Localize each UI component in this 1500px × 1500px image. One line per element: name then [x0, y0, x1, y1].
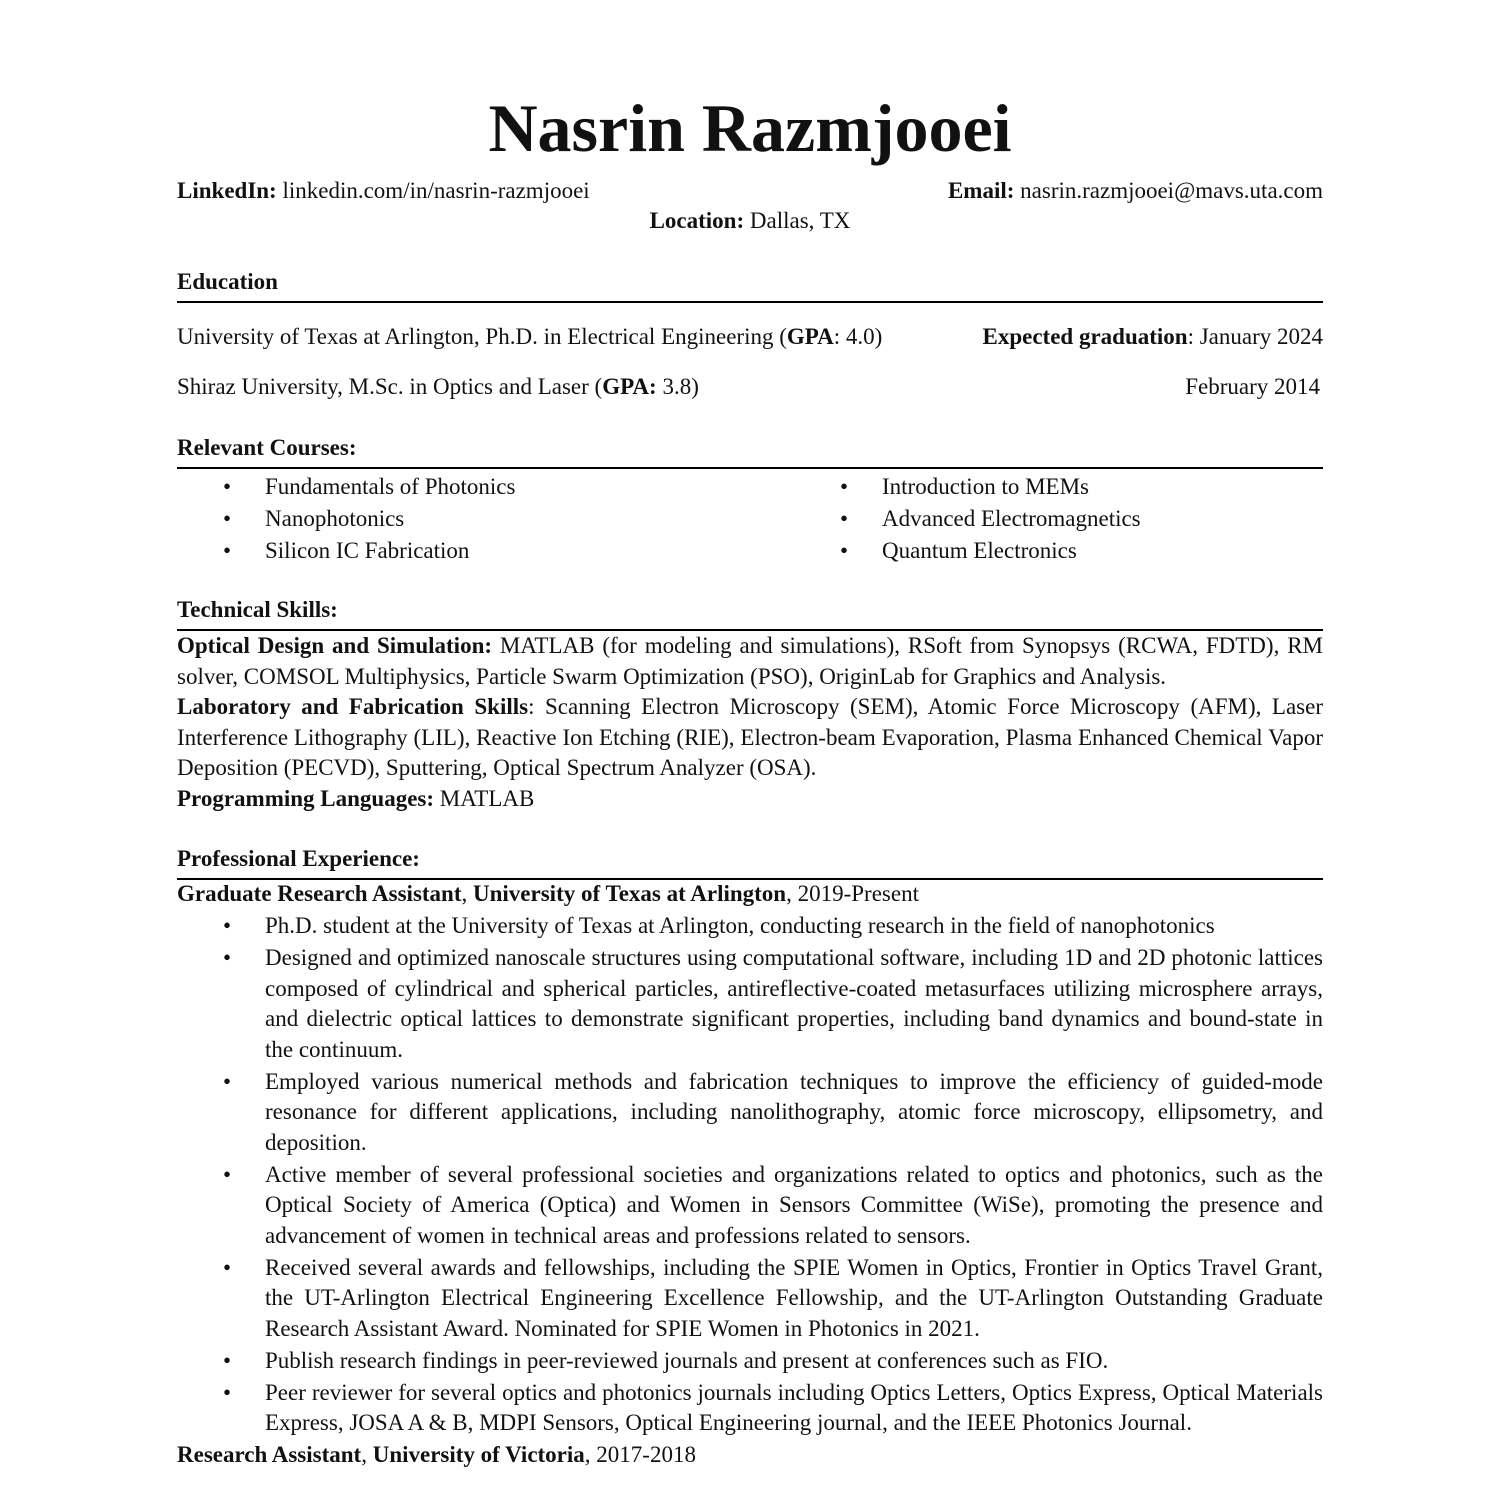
- education-item: [177, 322, 1323, 352]
- education-degree: University of Texas at Arlington, Ph.D. in Electrical Engineering (: [177, 324, 787, 349]
- skill-label: Laboratory and Fabrication Skills: [177, 694, 529, 719]
- section-courses-heading: Relevant Courses:: [177, 435, 1323, 469]
- job-org: University of Texas at Arlington: [473, 881, 787, 906]
- course-item: • Advanced Electromagnetics: [794, 504, 1294, 534]
- job-dates: , 2017-2018: [584, 1442, 696, 1467]
- education-degree: Shiraz University, M.Sc. in Optics and Laser (: [177, 374, 603, 399]
- linkedin-link[interactable]: linkedin.com/in/nasrin-razmjooei: [282, 178, 590, 203]
- gpa-label: GPA:: [602, 374, 657, 399]
- course-item: • Fundamentals of Photonics: [177, 472, 794, 502]
- job-org: University of Victoria: [372, 1442, 585, 1467]
- location-label: Location:: [649, 208, 745, 233]
- skill-text: MATLAB (for modeling and simulations), RSoft from Synopsys (RCWA, FDTD), RM solver, COMSOL Multiphysics, Particle Swarm Optimization (PSO), OriginLab for Graphics and Analysis.: [177, 633, 1323, 689]
- course-item: • Nanophotonics: [177, 504, 794, 534]
- email-link[interactable]: nasrin.razmjooei@mavs.uta.com: [1020, 178, 1323, 203]
- job-bullet: • Active member of several professional societies and organizations related to optics and photonics, such as the Optical Society of America (Optica) and Women in Sensors Committee (WiSe), promoting the presence and advancement of women in technical areas and professions related to sensors.: [177, 1160, 1323, 1252]
- gpa-value: 3.8): [656, 374, 699, 399]
- gpa-label: GPA: [786, 324, 834, 349]
- job-bullet: • Peer reviewer for several optics and photonics journals including Optics Letters, Optics Express, Optical Materials Express, JOSA A & B, MDPI Sensors, Optical Engineering journal, and the IEEE Photonics Journal.: [177, 1378, 1323, 1439]
- contact-row: [177, 176, 1323, 206]
- job-bullets: [177, 911, 1323, 1439]
- job-header: Graduate Research Assistant, University of Texas at Arlington, 2019-Present: [177, 881, 919, 906]
- course-item: • Introduction to MEMs: [794, 472, 1294, 502]
- job-bullet: • Publish research findings in peer-reviewed journals and present at conferences such as FIO.: [177, 1346, 1323, 1377]
- section-education-heading: Education: [177, 269, 1323, 303]
- skill-label: Optical Design and Simulation:: [177, 633, 493, 658]
- experience-list: [177, 879, 1323, 1470]
- course-item: • Quantum Electronics: [794, 536, 1294, 566]
- skill-text: MATLAB: [434, 785, 535, 811]
- job-bullet: • Received several awards and fellowships, including the SPIE Women in Optics, Frontier in Optics Travel Grant, the UT-Arlington Electrical Engineering Excellence Fellowship, and the UT-Arlington Outstanding Graduate Research Assistant Award. Nominated for SPIE Women in Photonics in 2021.: [177, 1253, 1323, 1345]
- section-skills-heading: Technical Skills:: [177, 597, 1323, 631]
- education-date: : January 2024: [1187, 324, 1323, 349]
- gpa-value: : 4.0): [833, 324, 883, 349]
- job-title: Graduate Research Assistant: [177, 881, 462, 906]
- courses-list: [177, 468, 1323, 566]
- location: [177, 206, 1323, 236]
- location-value: Dallas, TX: [749, 208, 851, 233]
- skill-item: [177, 784, 1323, 815]
- skill-item: [177, 692, 1323, 784]
- email-label: Email:: [947, 178, 1015, 203]
- candidate-name: Nasrin Razmjooei: [488, 90, 1012, 166]
- skill-label: Programming Languages:: [177, 785, 435, 811]
- course-item: • Silicon IC Fabrication: [177, 536, 794, 566]
- email: [948, 176, 1323, 206]
- job-dates: , 2019-Present: [786, 881, 919, 906]
- date-label: Expected graduation: [982, 324, 1188, 349]
- job-header: Research Assistant, University of Victoria, 2017-2018: [177, 1442, 696, 1467]
- job-bullet: • Designed and optimized nanoscale structures using computational software, including 1D and 2D photonic lattices composed of cylindrical and spherical particles, antireflective-coated metasurfaces utilizing microsphere arrays, and dielectric optical lattices to demonstrate significant properties, including band dynamics and bound-state in the continuum.: [177, 943, 1323, 1065]
- job-bullet: • Employed various numerical methods and fabrication techniques to improve the efficiency of guided-mode resonance for different applications, including nanolithography, atomic force microscopy, ellipsometry, and deposition.: [177, 1067, 1323, 1159]
- job-title: Research Assistant: [177, 1442, 362, 1467]
- job-bullet: • Ph.D. student at the University of Texas at Arlington, conducting research in the field of nanophotonics: [177, 911, 1323, 942]
- education-item: [177, 372, 1323, 402]
- linkedin: [177, 176, 590, 206]
- skill-text: : Scanning Electron Microscopy (SEM), Atomic Force Microscopy (AFM), Laser Interference Lithography (LIL), Reactive Ion Etching (RIE), Electron-beam Evaporation, Plasma Enhanced Chemical Vapor Deposition (PECVD), Sputtering, Optical Spectrum Analyzer (OSA).: [177, 694, 1323, 780]
- education-date: February 2014: [1185, 374, 1320, 399]
- section-experience-heading: Professional Experience:: [177, 846, 1323, 880]
- skills-list: [177, 631, 1323, 814]
- linkedin-label: LinkedIn:: [177, 178, 277, 203]
- skill-item: [177, 631, 1323, 692]
